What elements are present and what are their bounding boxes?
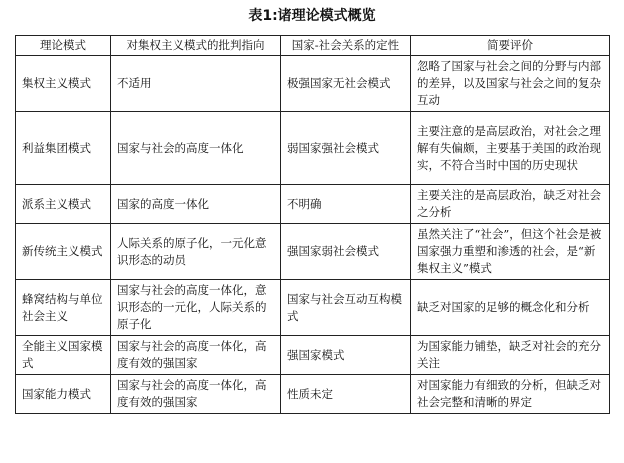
cell-model: 蜂窝结构与单位社会主义 [16, 280, 111, 336]
cell-critique: 国家与社会的高度一体化，意识形态的一元化，人际关系的原子化 [111, 280, 281, 336]
cell-evaluation: 为国家能力铺垫，缺乏对社会的充分关注 [411, 336, 610, 375]
table-row [16, 224, 610, 280]
cell-nature: 强国家弱社会模式 [281, 224, 411, 280]
cell-evaluation: 主要关注的是高层政治，缺乏对社会之分析 [411, 185, 610, 224]
table-row [16, 56, 610, 112]
cell-evaluation: 对国家能力有细致的分析，但缺乏对社会完整和清晰的界定 [411, 375, 610, 414]
cell-evaluation: 忽略了国家与社会之间的分野与内部的差异，以及国家与社会之间的复杂互动 [411, 56, 610, 112]
cell-critique: 国家与社会的高度一体化 [111, 112, 281, 185]
header-evaluation: 简要评价 [411, 36, 610, 56]
cell-model: 国家能力模式 [16, 375, 111, 414]
table-row [16, 280, 610, 336]
header-model: 理论模式 [16, 36, 111, 56]
cell-nature: 不明确 [281, 185, 411, 224]
cell-nature: 强国家模式 [281, 336, 411, 375]
table-row [16, 375, 610, 414]
cell-evaluation: 虽然关注了“社会”，但这个社会是被国家强力重塑和渗透的社会，是“新集权主义”模式 [411, 224, 610, 280]
table-row [16, 185, 610, 224]
cell-nature: 弱国家强社会模式 [281, 112, 411, 185]
cell-nature: 性质未定 [281, 375, 411, 414]
header-critique: 对集权主义模式的批判指向 [111, 36, 281, 56]
table-title: 表1:诸理论模式概览 [248, 8, 376, 24]
cell-critique: 人际关系的原子化，一元化意识形态的动员 [111, 224, 281, 280]
cell-evaluation: 缺乏对国家的足够的概念化和分析 [411, 280, 610, 336]
cell-model: 派系主义模式 [16, 185, 111, 224]
cell-nature: 极强国家无社会模式 [281, 56, 411, 112]
cell-critique: 国家的高度一体化 [111, 185, 281, 224]
cell-evaluation: 主要注意的是高层政治，对社会之理解有失偏颇，主要基于美国的政治现实，不符合当时中国的历史现状 [411, 112, 610, 185]
cell-model: 利益集团模式 [16, 112, 111, 185]
cell-critique: 国家与社会的高度一体化，高度有效的强国家 [111, 375, 281, 414]
cell-nature: 国家与社会互动互构模式 [281, 280, 411, 336]
table-row [16, 112, 610, 185]
theory-models-table [15, 35, 610, 414]
cell-model: 新传统主义模式 [16, 224, 111, 280]
cell-critique: 不适用 [111, 56, 281, 112]
cell-critique: 国家与社会的高度一体化，高度有效的强国家 [111, 336, 281, 375]
header-row [16, 36, 610, 56]
cell-model: 全能主义国家模式 [16, 336, 111, 375]
header-nature: 国家-社会关系的定性 [281, 36, 411, 56]
cell-model: 集权主义模式 [16, 56, 111, 112]
table-row [16, 336, 610, 375]
